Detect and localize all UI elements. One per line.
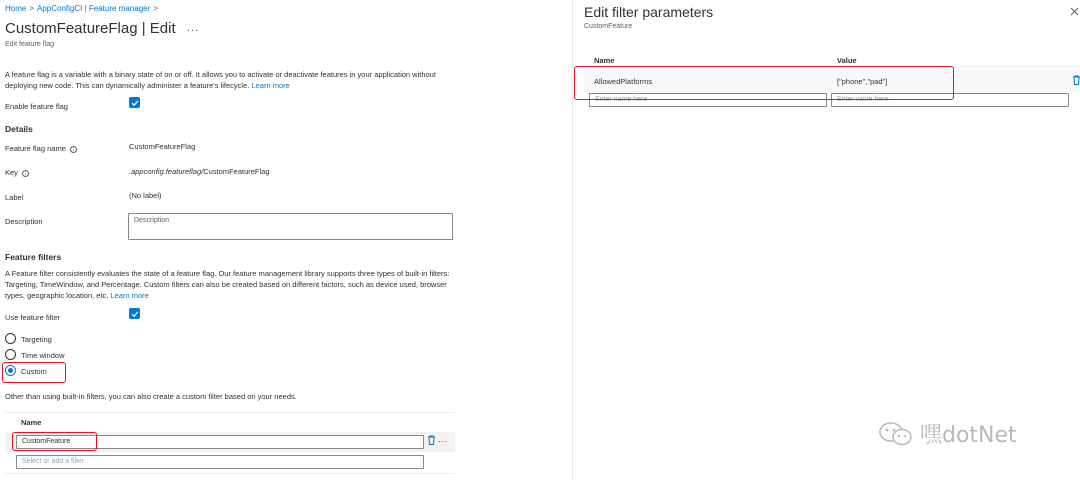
filters-description: A Feature filter consistently evaluates the state of a feature flag. Our feature management library supports three types of built-in filters: Targeting, TimeWindow, and Percentage. Custom filters can also be created based on different factors, such as device used, browser types, geographic location, etc. [5, 269, 450, 300]
filter-highlight-box [12, 432, 97, 451]
delete-param-button[interactable] [1072, 75, 1080, 87]
intro-text [5, 69, 455, 91]
watermark-text: 嘿dotNet [920, 423, 1017, 448]
close-panel-button[interactable] [1070, 5, 1079, 19]
page-title: CustomFeatureFlag | Edit [5, 20, 176, 37]
close-icon [1070, 7, 1079, 16]
breadcrumb-separator: > [153, 4, 158, 13]
feature-filters-heading: Feature filters [5, 252, 62, 262]
delete-filter-button[interactable] [427, 435, 436, 448]
description-textarea[interactable]: Description [128, 213, 453, 240]
panel-subtitle: CustomFeature [584, 23, 633, 30]
key-prefix: .appconfig.featureflag/ [129, 167, 204, 176]
feature-flag-name-label [5, 144, 77, 153]
param-highlight-box [574, 66, 954, 100]
filters-learn-more-link[interactable]: Learn more [110, 291, 149, 300]
checkmark-icon [131, 99, 139, 107]
key-value [129, 167, 270, 176]
radio-targeting[interactable] [5, 333, 16, 344]
radio-time-window-label: Time window [21, 351, 65, 360]
breadcrumb [5, 4, 161, 13]
add-filter-input[interactable]: Select or add a filter [16, 455, 424, 469]
label-value: (No label) [129, 191, 162, 200]
more-options-button[interactable]: ... [187, 22, 200, 34]
watermark [878, 418, 1017, 449]
label-label: Label [5, 193, 24, 202]
checkmark-icon [131, 310, 139, 318]
wechat-icon [878, 421, 914, 447]
filter-name-input[interactable]: CustomFeature [16, 435, 424, 449]
param-value-value: ["phone","pad"] [837, 77, 888, 86]
intro-learn-more-link[interactable]: Learn more [251, 81, 290, 90]
use-feature-filter-label: Use feature filter [5, 313, 61, 322]
key-label-text: Key [5, 168, 18, 177]
intro-description: A feature flag is a variable with a binary state of on or off. It allows you to activate or deactivate features in your application without deploying new code. This can dynamically administer a feature's lifecycle. [5, 70, 436, 90]
trash-icon [1072, 75, 1080, 85]
radio-custom-label: Custom [21, 367, 47, 376]
trash-icon [427, 435, 436, 445]
feature-flag-name-value: CustomFeatureFlag [129, 142, 196, 151]
param-name-value: AllowedPlatforms [594, 77, 652, 86]
custom-filter-note: Other than using built-in filters, you can also create a custom filter based on your needs. [5, 392, 297, 401]
key-label [5, 168, 29, 177]
param-value-header: Value [837, 56, 857, 65]
breadcrumb-home[interactable]: Home [5, 4, 27, 13]
panel-title: Edit filter parameters [584, 4, 714, 20]
enable-feature-flag-label: Enable feature flag [5, 102, 68, 111]
radio-time-window[interactable] [5, 349, 16, 360]
enable-feature-flag-checkbox[interactable] [129, 97, 140, 108]
breadcrumb-feature-manager[interactable]: AppConfigCI | Feature manager [37, 4, 151, 13]
info-icon: i [22, 170, 29, 177]
filter-name-header: Name [21, 418, 42, 427]
divider [5, 412, 455, 413]
breadcrumb-separator: > [29, 4, 35, 13]
divider [5, 473, 455, 474]
panel-border [572, 0, 573, 480]
key-name: CustomFeatureFlag [203, 167, 270, 176]
radio-targeting-label: Targeting [21, 335, 52, 344]
use-feature-filter-checkbox[interactable] [129, 308, 140, 319]
page-subtitle: Edit feature flag [5, 41, 55, 48]
feature-flag-name-label-text: Feature flag name [5, 144, 66, 153]
radio-custom[interactable] [5, 365, 16, 376]
param-name-input[interactable]: Enter name here [589, 93, 827, 107]
filters-text [5, 268, 455, 301]
description-label: Description [5, 217, 43, 226]
details-heading: Details [5, 124, 33, 134]
info-icon: i [70, 146, 77, 153]
param-value-input[interactable]: Enter value here [831, 93, 1069, 107]
filter-more-button[interactable]: ... [438, 434, 448, 445]
param-name-header: Name [594, 56, 615, 65]
